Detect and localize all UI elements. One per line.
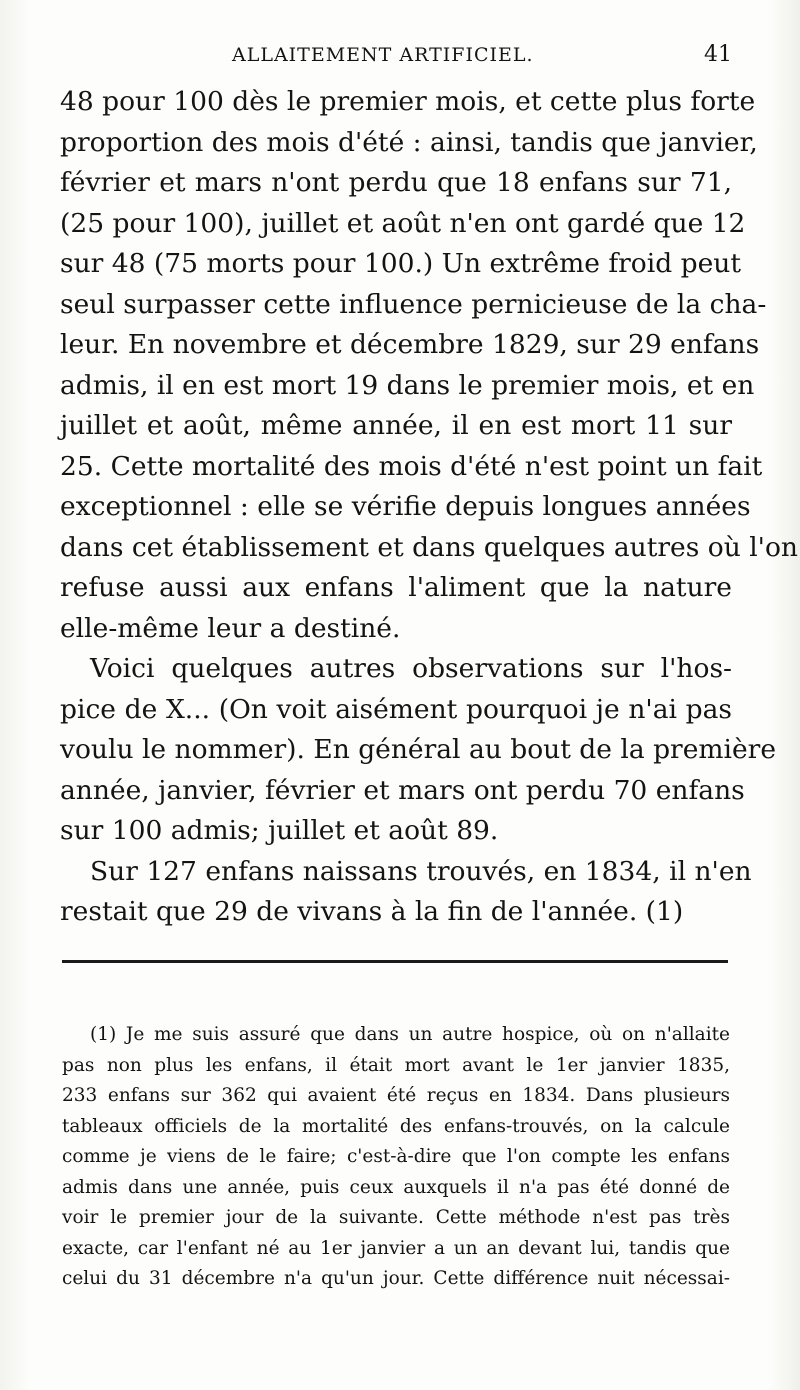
footnote-block [62,1020,730,1295]
text-line: restait que 29 de vivans à la fin de l'année. (1) [60,896,684,927]
text-line: février et mars n'ont perdu que 18 enfans sur 71, [60,167,732,198]
footnote-line: (1) Je me suis assuré que dans un autre hospice, où on n'allaite [90,1024,730,1045]
text-line: sur 48 (75 morts pour 100.) Un extrême froid peut [60,248,741,279]
text-line: dans cet établissement et dans quelques autres où l'on [60,531,798,563]
footnote-separator-rule [62,960,728,963]
text-line: Voici quelques autres observations sur l'hos- [90,653,732,684]
text-line: juillet et août, même année, il en est mort 11 sur [60,410,732,441]
text-line: refuse aussi aux enfans l'aliment que la nature [60,572,732,603]
footnote-line: exacte, car l'enfant né au 1er janvier a un an devant lui, tandis que [62,1237,730,1259]
text-line: 48 pour 100 dès le premier mois, et cette plus forte [60,86,756,117]
page-number: 41 [704,42,732,67]
footnote-line: comme je viens de le faire; c'est-à-dire que l'on compte les enfans [62,1146,730,1167]
footnote-line: pas non plus les enfans, il était mort avant le 1er janvier 1835, [62,1054,730,1076]
main-text [60,82,798,933]
footnote-line: voir le premier jour de la suivante. Cette méthode n'est pas très [62,1207,730,1228]
text-line: seul surpasser cette influence pernicieuse de la cha- [60,288,767,320]
footnote-line: admis dans une année, puis ceux auxquels il n'a pas été donné de [62,1176,730,1198]
running-head: ALLAITEMENT ARTIFICIEL. [232,44,534,66]
footnote-line: 233 enfans sur 362 qui avaient été reçus en 1834. Dans plusieurs [62,1085,730,1106]
text-line: proportion des mois d'été : ainsi, tandis que janvier, [60,126,758,158]
text-line: sur 100 admis; juillet et août 89. [60,815,499,846]
text-line: 25. Cette mortalité des mois d'été n'est point un fait [60,450,763,482]
text-line: année, janvier, février et mars ont perdu 70 enfans [60,774,745,806]
text-line: leur. En novembre et décembre 1829, sur 29 enfans [60,329,760,360]
footnote-line: celui du 31 décembre n'a qu'un jour. Cette différence nuit nécessai- [62,1268,730,1289]
footnote-line: tableaux officiels de la mortalité des enfans-trouvés, on la calcule [62,1115,730,1137]
text-line: Sur 127 enfans naissans trouvés, en 1834, il n'en [90,855,752,887]
text-line: exceptionnel : elle se vérifie depuis longues années [60,491,751,522]
text-line: (25 pour 100), juillet et août n'en ont gardé que 12 [60,207,746,239]
text-line: pice de X... (On voit aisément pourquoi je n'ai pas [60,693,732,725]
text-line: elle-même leur a destiné. [60,612,401,644]
page-header [60,40,732,80]
text-line: voulu le nommer). En général au bout de la première [60,734,777,765]
text-line: admis, il en est mort 19 dans le premier mois, et en [60,369,755,401]
